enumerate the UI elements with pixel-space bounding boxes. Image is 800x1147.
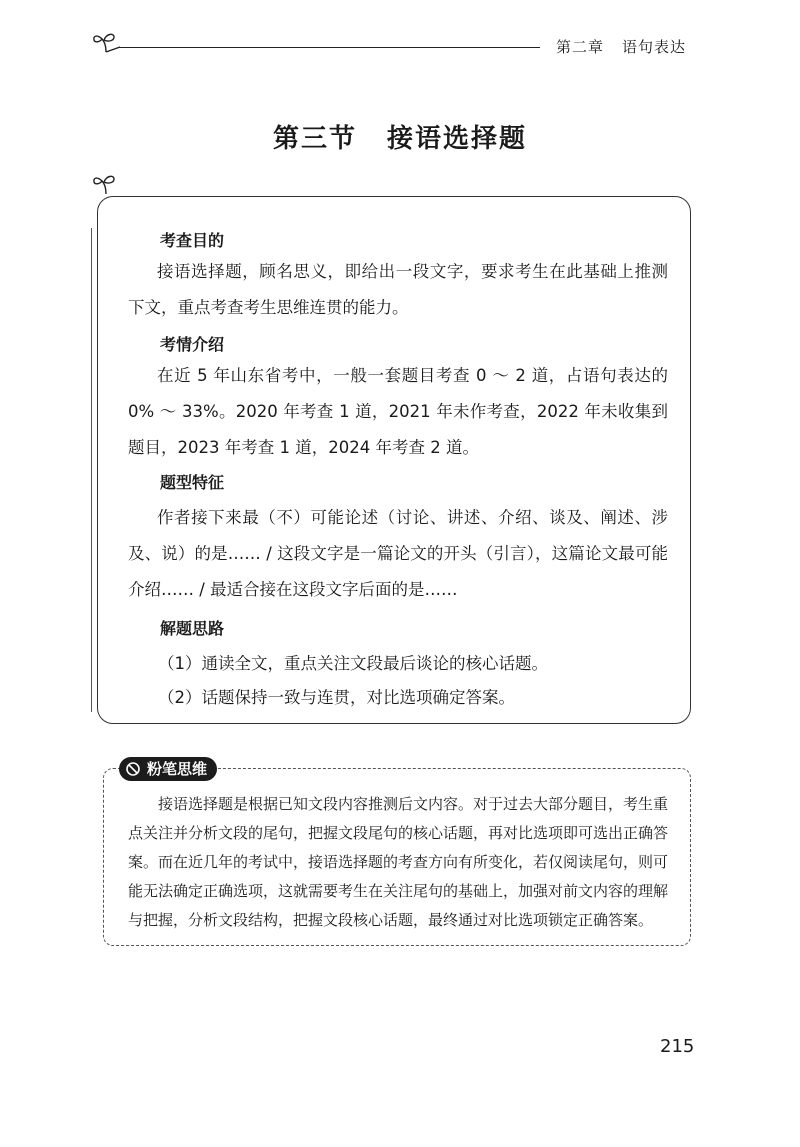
chalk-label-text: 粉笔思维 xyxy=(147,760,208,778)
section-title xyxy=(0,118,800,155)
approach-heading: 解题思路 xyxy=(160,619,225,638)
approach-step: （2）话题保持一致与连贯，对比选项确定答案。 xyxy=(158,688,515,707)
exam-info-heading: 考情介绍 xyxy=(160,335,225,354)
no-sign-icon xyxy=(125,761,141,777)
exam-info-text: 在近 5 年山东省考中，一般一套题目考查 0 ～ 2 道，占语句表达的 0% ～ 33%。2020 年考查 1 道，2021 年未作考查，2022 年未收集到题目，2023 年考查 1 道，2024 年考查 2 道。 xyxy=(128,366,668,457)
section-name: 接语选择题 xyxy=(387,124,528,154)
chapter-number: 第二章 xyxy=(556,38,605,56)
purpose-text: 接语选择题，顾名思义，即给出一段文字，要求考生在此基础上推测下文，重点考查考生思维连贯的能力。 xyxy=(128,262,668,317)
page-number: 215 xyxy=(660,1036,695,1057)
sprout-icon xyxy=(92,30,122,54)
features-heading: 题型特征 xyxy=(160,473,225,492)
box-margin-line xyxy=(91,228,92,712)
sprout-icon xyxy=(92,172,122,196)
section-number: 第三节 xyxy=(272,124,357,154)
chalk-label xyxy=(119,757,217,781)
features-text: 作者接下来最（不）可能论述（讨论、讲述、介绍、谈及、阐述、涉及、说）的是…… / 这段文字是一篇论文的开头（引言），这篇论文最可能介绍…… / 最适合接在这段文字后面的是…… xyxy=(128,508,668,599)
approach-step: （1）通读全文，重点关注文段最后谈论的核心话题。 xyxy=(158,654,548,673)
header-chapter xyxy=(556,36,686,57)
header-rule xyxy=(118,47,540,48)
chalk-text: 接语选择题是根据已知文段内容推测后文内容。对于过去大部分题目，考生重点关注并分析文段的尾句，把握文段尾句的核心话题，再对比选项即可选出正确答案。而在近几年的考试中，接语选择题的考查方向有所变化，若仅阅读尾句，则可能无法确定正确选项，这就需要考生在关注尾句的基础上，加强对前文内容的理解与把握，分析文段结构，把握文段核心话题，最终通过对比选项锁定正确答案。 xyxy=(128,795,669,929)
chapter-title: 语句表达 xyxy=(622,38,687,56)
purpose-heading: 考查目的 xyxy=(160,231,225,250)
